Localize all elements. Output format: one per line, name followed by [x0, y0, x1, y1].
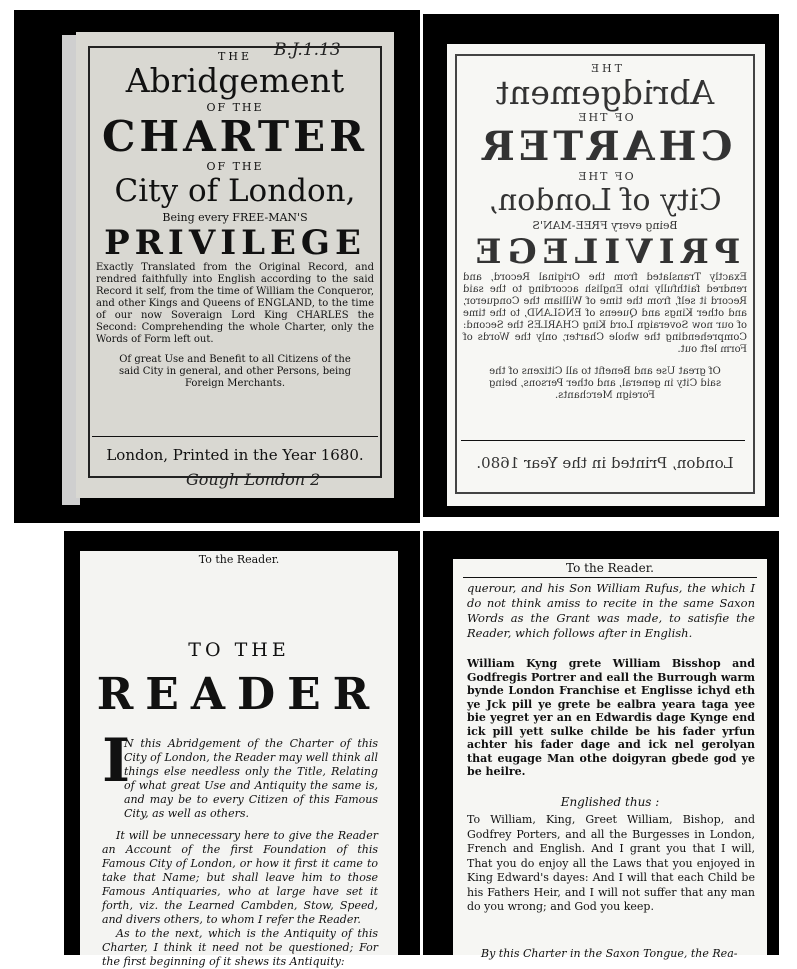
reader-page — [80, 551, 398, 968]
mirror-privilege: PRIVILEGE — [469, 232, 741, 272]
mirror-city: City of London, — [488, 183, 722, 218]
title-description: Exactly Translated from the Original Record, and rendred faithfully into English according to the said Record it self, from the time of William the Conqueror, and other Kings and Queens of ENGLAND, to the time of our now Soveraign Lord King CHARLES the Second: Comprehending the whole Charter, only the Words of Form left out. — [96, 262, 374, 345]
ownership-annotation: Gough London 2 — [186, 470, 321, 489]
imprint-rule — [92, 436, 378, 437]
reader-paragraph-1: N this Abridgement of the Charter of this City of London, the Reader may well think all things else needless only the Title, Relating of what great Use and Antiquity the same is, and may be to every Citizen of this Famous City, as well as others. — [124, 737, 378, 820]
reader2-head-rule — [463, 577, 757, 578]
mirror-the: THE — [588, 62, 622, 75]
mirror-of-the-1: OF THE — [576, 111, 634, 124]
scan-panel-title-page — [14, 10, 420, 523]
reader-heading: READER — [96, 669, 382, 720]
reader-paragraph-3 — [102, 927, 378, 969]
mirror-abridgement: Abridgement — [495, 73, 715, 112]
mirror-of-the-2: OF THE — [576, 170, 634, 183]
mirror-description: Exactly Translated from the Original Record, and rendred faithfully into English according to the said Record it self, from the time of William the Conqueror, and other Kings and Queens of ENGLAND, to the time of our now Soveraign Lord King CHARLES the Second: Comprehending the whole Charter, only the Words of Form left out. — [463, 272, 747, 355]
title-of-the-1: OF THE — [206, 101, 264, 114]
title-benefit: Of great Use and Benefit to all Citizens of the said City in general, and other Persons, being Foreign Merchants. — [118, 354, 352, 389]
reader2-paragraph-3: By this Charter in the Saxon Tongue, the Rea- — [481, 947, 738, 960]
scan-panel-reader-page — [64, 531, 420, 968]
offset-title-page — [447, 44, 765, 506]
title-charter: CHARTER — [101, 112, 369, 161]
title-privilege: PRIVILEGE — [104, 223, 366, 263]
title-city: City of London, — [114, 173, 356, 209]
shelfmark-annotation: B.J.1.13 — [274, 40, 341, 60]
reader-paragraph-2 — [102, 829, 378, 927]
reader-heading-to-the: TO THE — [188, 639, 290, 661]
saxon-charter-text: William Kyng grete William Bisshop and Godfregis Portrer and eall the Burrough warm bynde London Franchise et Englisse ichyd eth ye Jck pill ye grete be ealbra yeara taga yee bie yegret yer an en Edwardis dage Kynge end ick pill yett sulke childe be his fader yrfun achter his fader dage and ick nel gerolyan that eugage Man othe doigyran gbede god ye be heilre. — [467, 657, 755, 778]
englished-heading: Englished thus : — [560, 795, 660, 809]
title-imprint: London, Printed in the Year 1680. — [106, 446, 364, 464]
reader-page-2 — [453, 559, 767, 960]
title-being: Being every FREE-MAN'S — [162, 211, 308, 224]
mirror-imprint: London, Printed in the Year 1680. — [476, 454, 734, 472]
title-the: THE — [218, 50, 252, 63]
reader-paragraph-2-text: It will be unnecessary here to give the Reader an Account of the first Foundation of this Famous City of London, or how it first it came to take that Name; but shall leave him to those Famous Antiquaries, who at large have set it forth, viz. the Learned Cambden, Stow, Speed, and divers others, to whom I refer the Reader. — [102, 829, 378, 926]
title-abridgement: Abridgement — [125, 61, 345, 100]
scan-panel-reader-page-2 — [423, 531, 779, 960]
mirror-benefit: Of great Use and Benefit to all Citizens of the said City in general, and other Persons, being Foreign Merchants. — [488, 366, 722, 401]
mirror-charter: CHARTER — [477, 123, 733, 170]
title-page — [76, 32, 394, 498]
mirror-imprint-rule — [461, 440, 745, 441]
reader2-paragraph-1: querour, and his Son William Rufus, the which I do not think amiss to recite in the same Saxon Words as the Grant was made, to satisfie the Reader, which follows after in English. — [467, 581, 755, 640]
reader2-running-head: To the Reader. — [566, 561, 654, 575]
scan-panel-offset-page — [423, 14, 779, 517]
reader-paragraph-3-text: As to the next, which is the Antiquity of this Charter, I think it need not be questioned; For the first beginning of it shews its Antiquity: — [102, 927, 378, 968]
drop-cap: I — [102, 726, 131, 796]
reader2-paragraph-2: To William, King, Greet William, Bishop, and Godfrey Porters, and all the Burgesses in London, French and English. And I grant you that I will, That you do enjoy all the Laws that you enjoyed in King Edward's dayes: And I will that each Child be his Fathers Heir, and I will not suffer that any man do you wrong; and God you keep. — [467, 813, 755, 913]
mirror-being: Being every FREE-MAN'S — [532, 219, 678, 232]
title-of-the-2: OF THE — [206, 160, 264, 173]
reader-running-head: To the Reader. — [198, 553, 280, 566]
